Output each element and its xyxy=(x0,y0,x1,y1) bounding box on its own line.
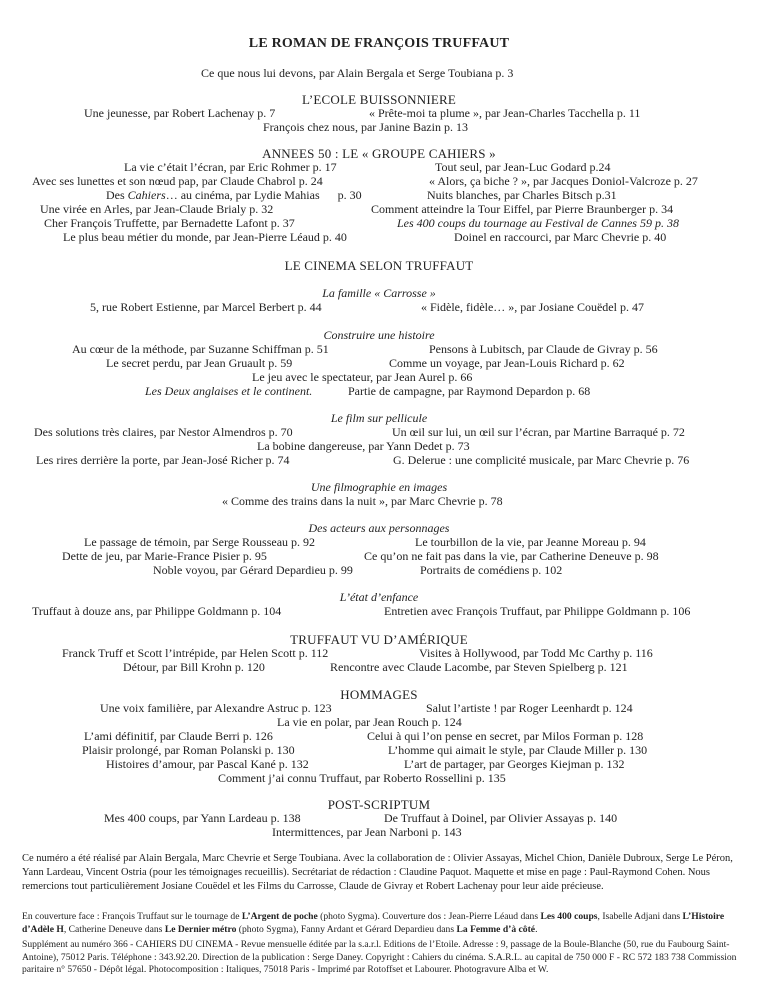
cahiers-entry: Des Cahiers… au cinéma, par Lydie Mahias p. 30 xyxy=(106,188,362,202)
toc-entry: Le jeu avec le spectateur, par Jean Aurel p. 66 xyxy=(252,370,473,384)
publication-info: Supplément au numéro 366 - CAHIERS DU CINEMA - Revue mensuelle éditée par la s.a.r.l. Editions de l’Etoile. Adresse : 9, passage de la Boule-Blanche (50, rue du Faubourg Saint-Antoine), 75012 Paris. Téléphone : 343.92.20. Direction de la publication : Serge Daney. Copyright : Cahiers du cinéma. S.A.R.L. au capital de 750 000 F - RC 572 183 738 Commission paritaire n° 57650 - Dépôt légal. Photocomposition : Italiques, 75018 Paris - Imprimé par Rotoffset et Labourer. Photogravure Alba et W. xyxy=(22,939,737,975)
toc-entry: Une voix familière, par Alexandre Astruc p. 123 xyxy=(100,701,332,715)
subsection-heading: Construire une histoire xyxy=(323,328,435,342)
toc-entry: Noble voyou, par Gérard Depardieu p. 99 xyxy=(153,563,353,577)
toc-entry: Les Deux anglaises et le continent. xyxy=(145,384,313,398)
toc-entry: Les rires derrière la porte, par Jean-José Richer p. 74 xyxy=(36,453,290,467)
section-heading: ANNEES 50 : LE « GROUPE CAHIERS » xyxy=(262,146,496,161)
toc-entry: Rencontre avec Claude Lacombe, par Steven Spielberg p. 121 xyxy=(330,660,628,674)
toc-entry: Comme un voyage, par Jean-Louis Richard p. 62 xyxy=(389,356,625,370)
toc-entry: « Alors, ça biche ? », par Jacques Doniol-Valcroze p. 27 xyxy=(429,174,698,188)
toc-entry: Doinel en raccourci, par Marc Chevrie p. 40 xyxy=(454,230,667,244)
toc-entry: L’ami définitif, par Claude Berri p. 126 xyxy=(84,729,273,743)
toc-entry: Celui à qui l’on pense en secret, par Milos Forman p. 128 xyxy=(367,729,644,743)
toc-entry: Nuits blanches, par Charles Bitsch p.31 xyxy=(427,188,617,202)
toc-entry: Avec ses lunettes et son nœud pap, par Claude Chabrol p. 24 xyxy=(32,174,323,188)
toc-entry: Le tourbillon de la vie, par Jeanne Moreau p. 94 xyxy=(415,535,646,549)
toc-entry: Intermittences, par Jean Narboni p. 143 xyxy=(272,825,462,839)
toc-entry: « Prête-moi ta plume », par Jean-Charles Tacchella p. 11 xyxy=(369,106,641,120)
credits-paragraph: Ce numéro a été réalisé par Alain Bergala, Marc Chevrie et Serge Toubiana. Avec la collaboration de : Olivier Assayas, Michel Chion, Danièle Dubroux, Serge Le Péron, Yann Lardeau, Vincent Ostria (pour les témoignages recueillis). Secrétariat de rédaction : Claudine Paquot. Maquette et mise en page : Paul-Raymond Cohen. Nous remercions tout particulièrement Josiane Couëdel et les Films du Carrosse, Claude de Givray et Robert Lachenay pour leur aide précieuse. xyxy=(22,853,733,892)
page-title: LE ROMAN DE FRANÇOIS TRUFFAUT xyxy=(248,36,510,51)
toc-entry: Truffaut à douze ans, par Philippe Goldmann p. 104 xyxy=(32,604,282,618)
toc-entry: L’homme qui aimait le style, par Claude Miller p. 130 xyxy=(388,743,648,757)
toc-entry: Des solutions très claires, par Nestor Almendros p. 70 xyxy=(34,425,293,439)
toc-entry: Comment j’ai connu Truffaut, par Roberto Rossellini p. 135 xyxy=(218,771,506,785)
toc-entry xyxy=(106,188,362,202)
toc-entry: Entretien avec François Truffaut, par Philippe Goldmann p. 106 xyxy=(384,604,691,618)
subsection-heading: Une filmographie en images xyxy=(310,480,448,494)
toc-entry: Plaisir prolongé, par Roman Polanski p. 130 xyxy=(82,743,295,757)
toc-entry: 5, rue Robert Estienne, par Marcel Berbert p. 44 xyxy=(90,300,322,314)
toc-entry: Le plus beau métier du monde, par Jean-Pierre Léaud p. 40 xyxy=(63,230,347,244)
toc-entry: La bobine dangereuse, par Yann Dedet p. 73 xyxy=(257,439,470,453)
subsection-heading: Des acteurs aux personnages xyxy=(308,521,450,535)
toc-entry: « Fidèle, fidèle… », par Josiane Couëdel p. 47 xyxy=(421,300,644,314)
section-heading: L’ECOLE BUISSONNIERE xyxy=(301,92,457,107)
toc-entry: Franck Truff et Scott l’intrépide, par Helen Scott p. 112 xyxy=(62,646,329,660)
toc-entry: L’art de partager, par Georges Kiejman p. 132 xyxy=(404,757,625,771)
toc-entry: François chez nous, par Janine Bazin p. 13 xyxy=(263,120,468,134)
toc-entry: Le secret perdu, par Jean Gruault p. 59 xyxy=(106,356,293,370)
toc-entry: Une jeunesse, par Robert Lachenay p. 7 xyxy=(84,106,276,120)
toc-entry: Mes 400 coups, par Yann Lardeau p. 138 xyxy=(104,811,301,825)
toc-entry: La vie en polar, par Jean Rouch p. 124 xyxy=(277,715,462,729)
toc-entry: Salut l’artiste ! par Roger Leenhardt p. 124 xyxy=(426,701,633,715)
toc-entry: Ce qu’on ne fait pas dans la vie, par Catherine Deneuve p. 98 xyxy=(364,549,659,563)
subsection-heading: Le film sur pellicule xyxy=(330,411,428,425)
section-heading: TRUFFAUT VU D’AMÉRIQUE xyxy=(290,632,468,647)
toc-entry: De Truffaut à Doinel, par Olivier Assayas p. 140 xyxy=(384,811,618,825)
toc-entry: Comment atteindre la Tour Eiffel, par Pierre Braunberger p. 34 xyxy=(371,202,674,216)
toc-entry: « Comme des trains dans la nuit », par Marc Chevrie p. 78 xyxy=(222,494,503,508)
cover-credits: En couverture face : François Truffaut sur le tournage de L’Argent de poche (photo Sygma). Couverture dos : Jean-Pierre Léaud dans Les 400 coups, Isabelle Adjani dans L’Histoire d’Adèle H, Catherine Deneuve dans Le Dernier métro (photo Sygma), Fanny Ardant et Gérard Depardieu dans La Femme d’à côté. xyxy=(22,911,725,935)
subsection-heading: La famille « Carrosse » xyxy=(322,286,436,300)
toc-entry: Histoires d’amour, par Pascal Kané p. 132 xyxy=(106,757,309,771)
section-heading: LE CINEMA SELON TRUFFAUT xyxy=(284,258,474,273)
toc-entry: Partie de campagne, par Raymond Depardon p. 68 xyxy=(348,384,591,398)
toc-entry: Cher François Truffette, par Bernadette Lafont p. 37 xyxy=(44,216,295,230)
toc-entry: G. Delerue : une complicité musicale, par Marc Chevrie p. 76 xyxy=(393,453,690,467)
section-heading: HOMMAGES xyxy=(340,687,418,702)
toc-entry: Pensons à Lubitsch, par Claude de Givray p. 56 xyxy=(429,342,658,356)
toc-entry: Visites à Hollywood, par Todd Mc Carthy p. 116 xyxy=(419,646,653,660)
toc-entry: Dette de jeu, par Marie-France Pisier p. 95 xyxy=(62,549,267,563)
toc-entry: Les 400 coups du tournage au Festival de Cannes 59 p. 38 xyxy=(397,216,679,230)
toc-entry: Une virée en Arles, par Jean-Claude Brialy p. 32 xyxy=(40,202,274,216)
intro-entry: Ce que nous lui devons, par Alain Bergala et Serge Toubiana p. 3 xyxy=(201,66,514,80)
toc-entry: Tout seul, par Jean-Luc Godard p.24 xyxy=(435,160,611,174)
section-heading: POST-SCRIPTUM xyxy=(327,797,431,812)
toc-entry: Le passage de témoin, par Serge Rousseau p. 92 xyxy=(84,535,316,549)
toc-entry: La vie c’était l’écran, par Eric Rohmer p. 17 xyxy=(124,160,337,174)
toc-entry: Portraits de comédiens p. 102 xyxy=(420,563,563,577)
toc-entry: Détour, par Bill Krohn p. 120 xyxy=(123,660,265,674)
toc-entry: Au cœur de la méthode, par Suzanne Schiffman p. 51 xyxy=(72,342,329,356)
subsection-heading: L’état d’enfance xyxy=(339,590,419,604)
toc-entry: Un œil sur lui, un œil sur l’écran, par Martine Barraqué p. 72 xyxy=(392,425,685,439)
